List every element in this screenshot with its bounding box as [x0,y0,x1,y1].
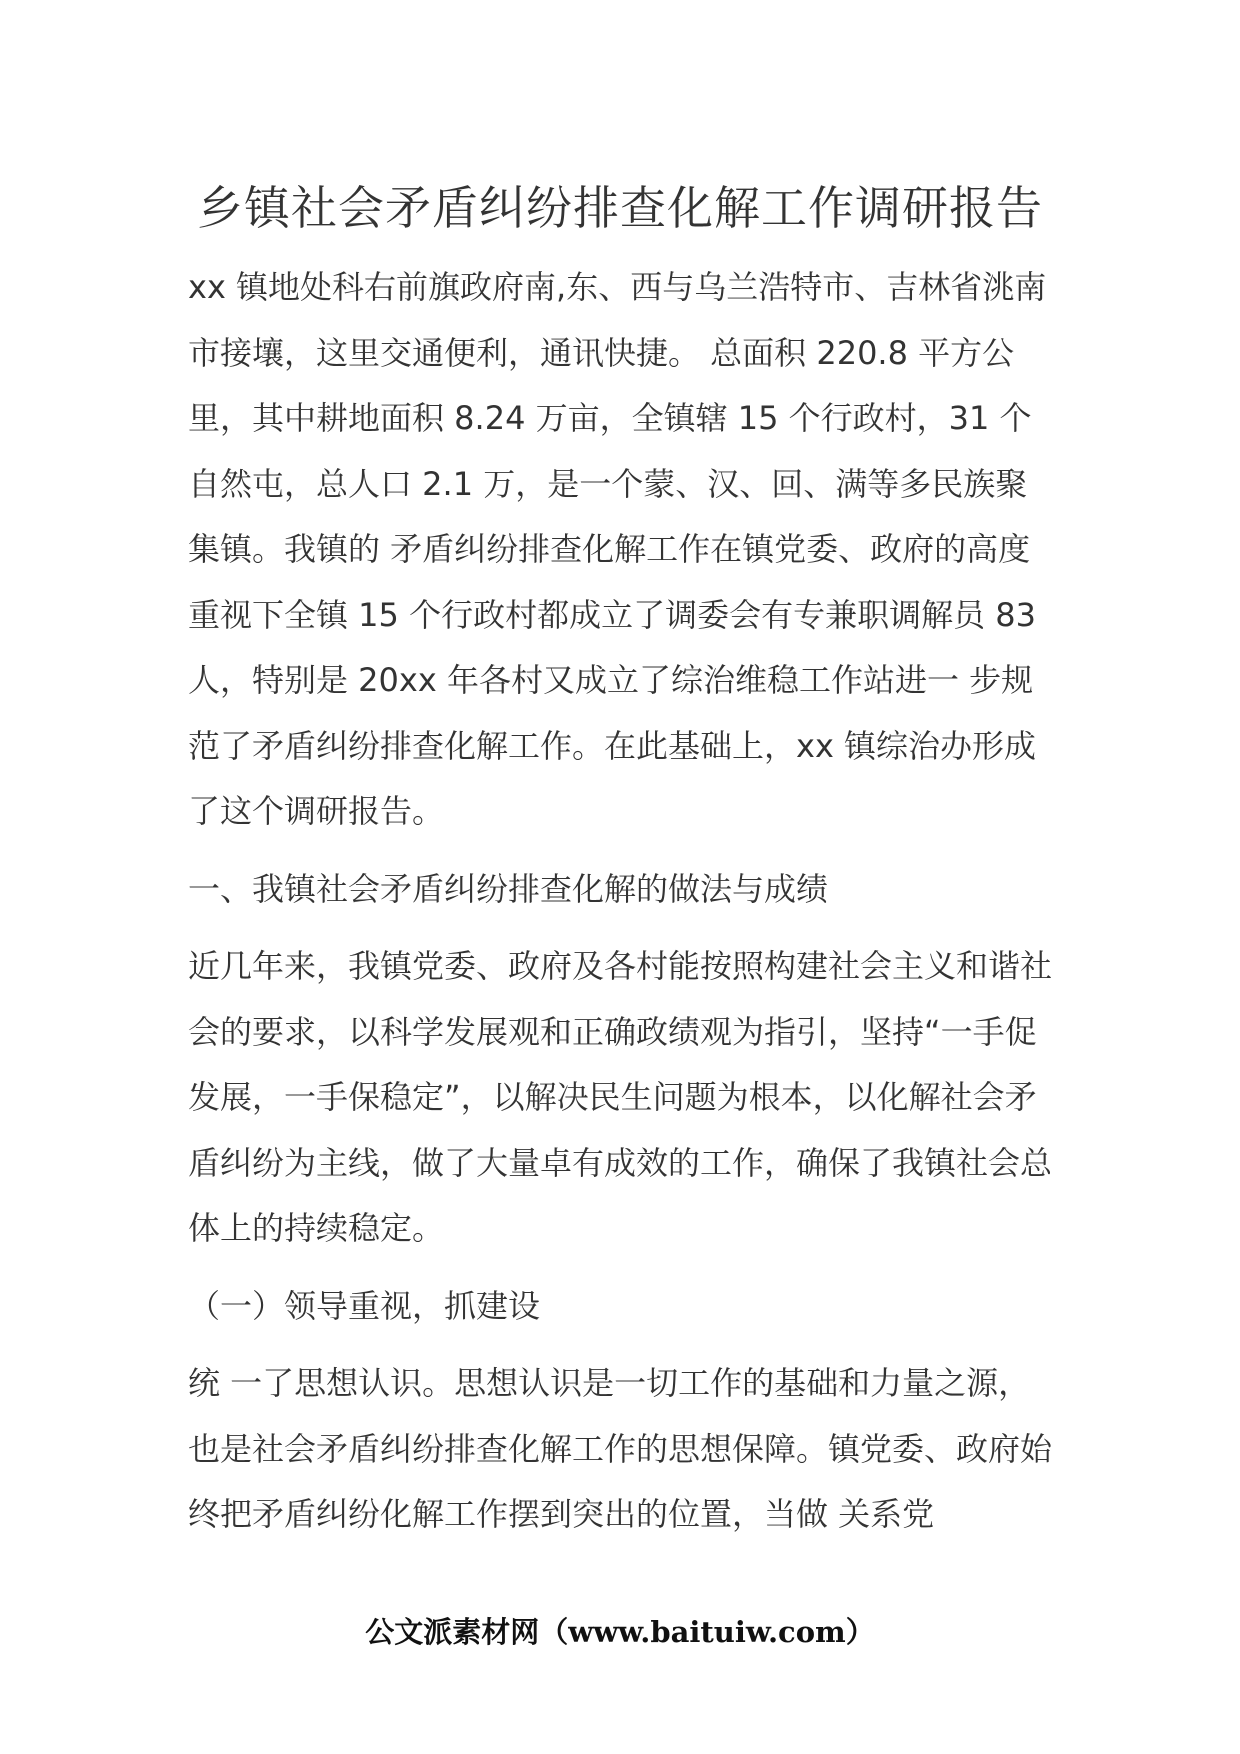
subsection-1-paragraph: 统 一了思想认识。思想认识是一切工作的基础和力量之源，也是社会矛盾纠纷排查化解工作的思想保障。镇党委、政府始终把矛盾纠纷化解工作摆到突出的位置，当做 关系党 [188,1364,1053,1533]
footer-watermark: 公文派素材网（www.baituiw.com） [365,1615,875,1649]
section-heading-1: 一、我镇社会矛盾纠纷排查化解的做法与成绩 [188,869,829,908]
subsection-heading-1: （一）领导重视，抓建设 [188,1286,541,1325]
section-1-paragraph: 近几年来，我镇党委、政府及各村能按照构建社会主义和谐社会的要求，以科学发展观和正确政绩观为指引，坚持“一手促发展，一手保稳定”，以解决民生问题为根本，以化解社会矛盾纠纷为主线，做了大量卓有成效的工作，确保了我镇社会总体上的持续稳定。 [188,947,1053,1247]
intro-paragraph: xx 镇地处科右前旗政府南,东、西与乌兰浩特市、吉林省洮南市接壤，这里交通便利，通讯快捷。 总面积 220.8 平方公里，其中耕地面积 8.24 万亩，全镇辖 15 个行政村，31 个自然屯，总人口 2.1 万，是一个蒙、汉、回、满等多民族聚集镇。我镇的 矛盾纠纷排查化解工作在镇党委、政府的高度重视下全镇 15 个行政村都成立了调委会有专兼职调解员 83 人，特别是 20xx 年各村又成立了综治维稳工作站进一 步规范了矛盾纠纷排查化解工作。在此基础上，xx 镇综治办形成了这个调研报告。 [188,268,1047,830]
document-title: 乡镇社会矛盾纠纷排查化解工作调研报告 [197,181,1043,235]
document-body [188,255,1058,1560]
